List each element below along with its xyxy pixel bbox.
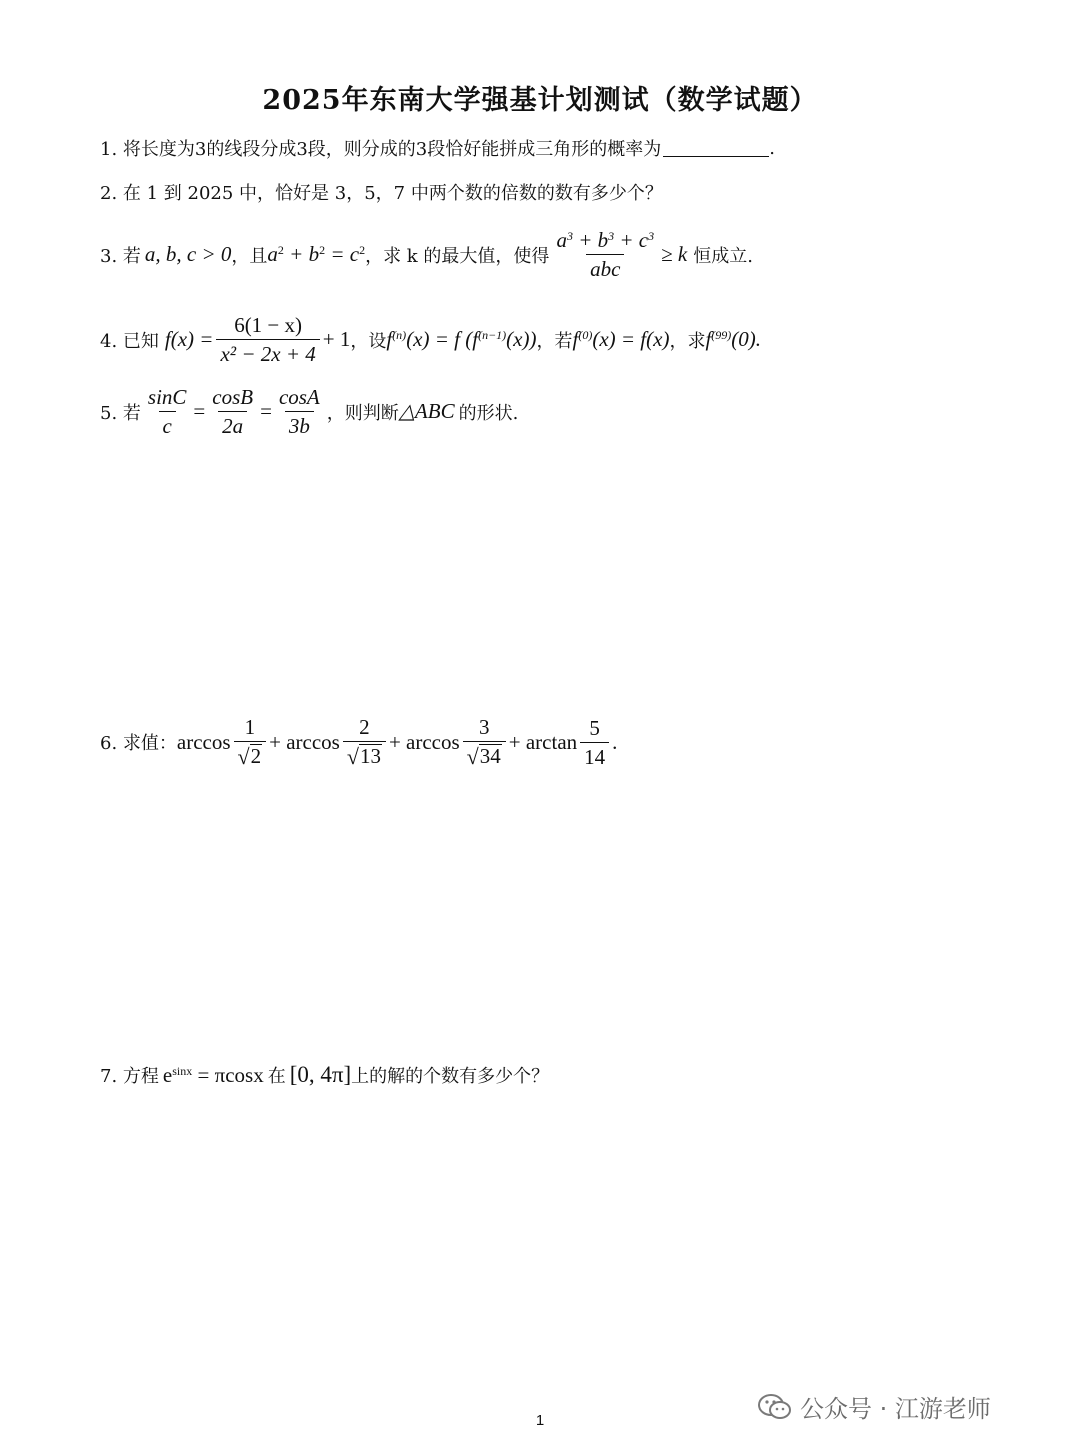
question-2: [100, 179, 663, 205]
question-1-end: .: [769, 137, 775, 159]
question-7-suffix: 上的解的个数有多少个？: [351, 1066, 550, 1087]
question-7-interval: [0, 4π]: [289, 1062, 352, 1087]
question-4-set: ，设: [350, 330, 387, 352]
question-5-fraction-1: $\frac{\sin C}{c}$: [147, 385, 187, 439]
question-4-if: ，若: [536, 330, 573, 352]
question-6-fraction-3: 3 √ 34: [463, 715, 506, 769]
question-6: 6. 求值： arccos 1 √ 2 + arccos 2 √ 13 + arccos 3 √ 34 + arctan $\frac{5}{14}$ .: [100, 715, 618, 770]
watermark: [758, 1389, 991, 1424]
question-5-fraction-3: $\frac{\cos A}{3b}$: [278, 385, 320, 439]
question-4-initial: $f^{(0)}(x) = f(x)$: [572, 327, 670, 352]
question-3-fraction: $\frac{a^3 + b^3 + c^3}{\text{abc}}$: [556, 228, 655, 282]
question-3-ask: ，求 k 的最大值，使得: [365, 245, 550, 267]
question-5-judge: ，则判断: [326, 402, 399, 424]
question-5: 5. 若 $\frac{\sin C}{c}$ = $\frac{\cos B}{2a}$ = $\frac{\cos A}{3b}$ ，则判断 △ABC 的形状.: [100, 385, 519, 439]
question-7-prefix: 7. 方程: [100, 1066, 159, 1087]
question-3-suffix: 恒成立.: [693, 245, 753, 267]
question-6-fraction-1: 1 √ 2: [234, 715, 267, 769]
question-4-prefix: 4. 已知: [100, 330, 159, 352]
question-5-suffix: 的形状.: [458, 402, 519, 424]
question-5-fraction-2: $\frac{\cos B}{2a}$: [212, 385, 254, 439]
question-6-prefix: 6. 求值：: [100, 733, 177, 755]
question-7-equation: $e^{sinx} = \pi\cos x$: [162, 1062, 264, 1087]
question-4-function: f(x) =: [164, 327, 214, 352]
question-4-goal: $f^{(99)}(0)$.: [705, 327, 762, 352]
question-3-and: ，且: [231, 245, 268, 267]
page-number: 1: [535, 1412, 545, 1429]
question-3-prefix: 3. 若: [100, 245, 141, 267]
question-5-prefix: 5. 若: [100, 402, 141, 424]
question-4-fraction: $\frac{6(1 - x)}{\text{x² − 2x + 4}}$: [216, 313, 319, 366]
page-title: 2025年东南大学强基计划测试（数学试题）: [262, 85, 818, 116]
question-1-text: 1. 将长度为3的线段分成3段，则分成的3段恰好能拼成三角形的概率为: [100, 139, 662, 160]
question-3-condition: a, b, c > 0: [144, 242, 232, 267]
question-2-text: 2. 在 1 到 2025 中，恰好是 3，5，7 中两个数的倍数的数有多少个？: [100, 183, 663, 204]
question-4-plus-one: + 1: [322, 327, 351, 352]
question-5-triangle: △ABC: [398, 399, 455, 424]
answer-blank: [663, 140, 769, 157]
question-7: 7. 方程 $e^{sinx} = \pi\cos x$ 在 [0, 4π] 上的解的个数有多少个？: [100, 1062, 550, 1087]
question-4-find: ，求: [669, 330, 706, 352]
question-4-recursion: $f^{(n)}(x) = f$ $(f^{(n-1)}(x))$: [386, 327, 537, 352]
question-1: [100, 135, 775, 161]
question-6-fraction-4: $\frac{5}{14}$: [580, 716, 609, 769]
watermark-text: 公众号 · 江游老师: [800, 1395, 991, 1423]
question-3-inequality: ≥ k: [661, 242, 688, 267]
question-3: [100, 228, 753, 281]
question-6-fraction-2: 2 √ 13: [343, 715, 386, 769]
wechat-icon: [758, 1393, 792, 1421]
question-4: [100, 313, 761, 366]
question-3-pythagoras: $a^2 + b^2 = c^2$: [267, 242, 366, 267]
